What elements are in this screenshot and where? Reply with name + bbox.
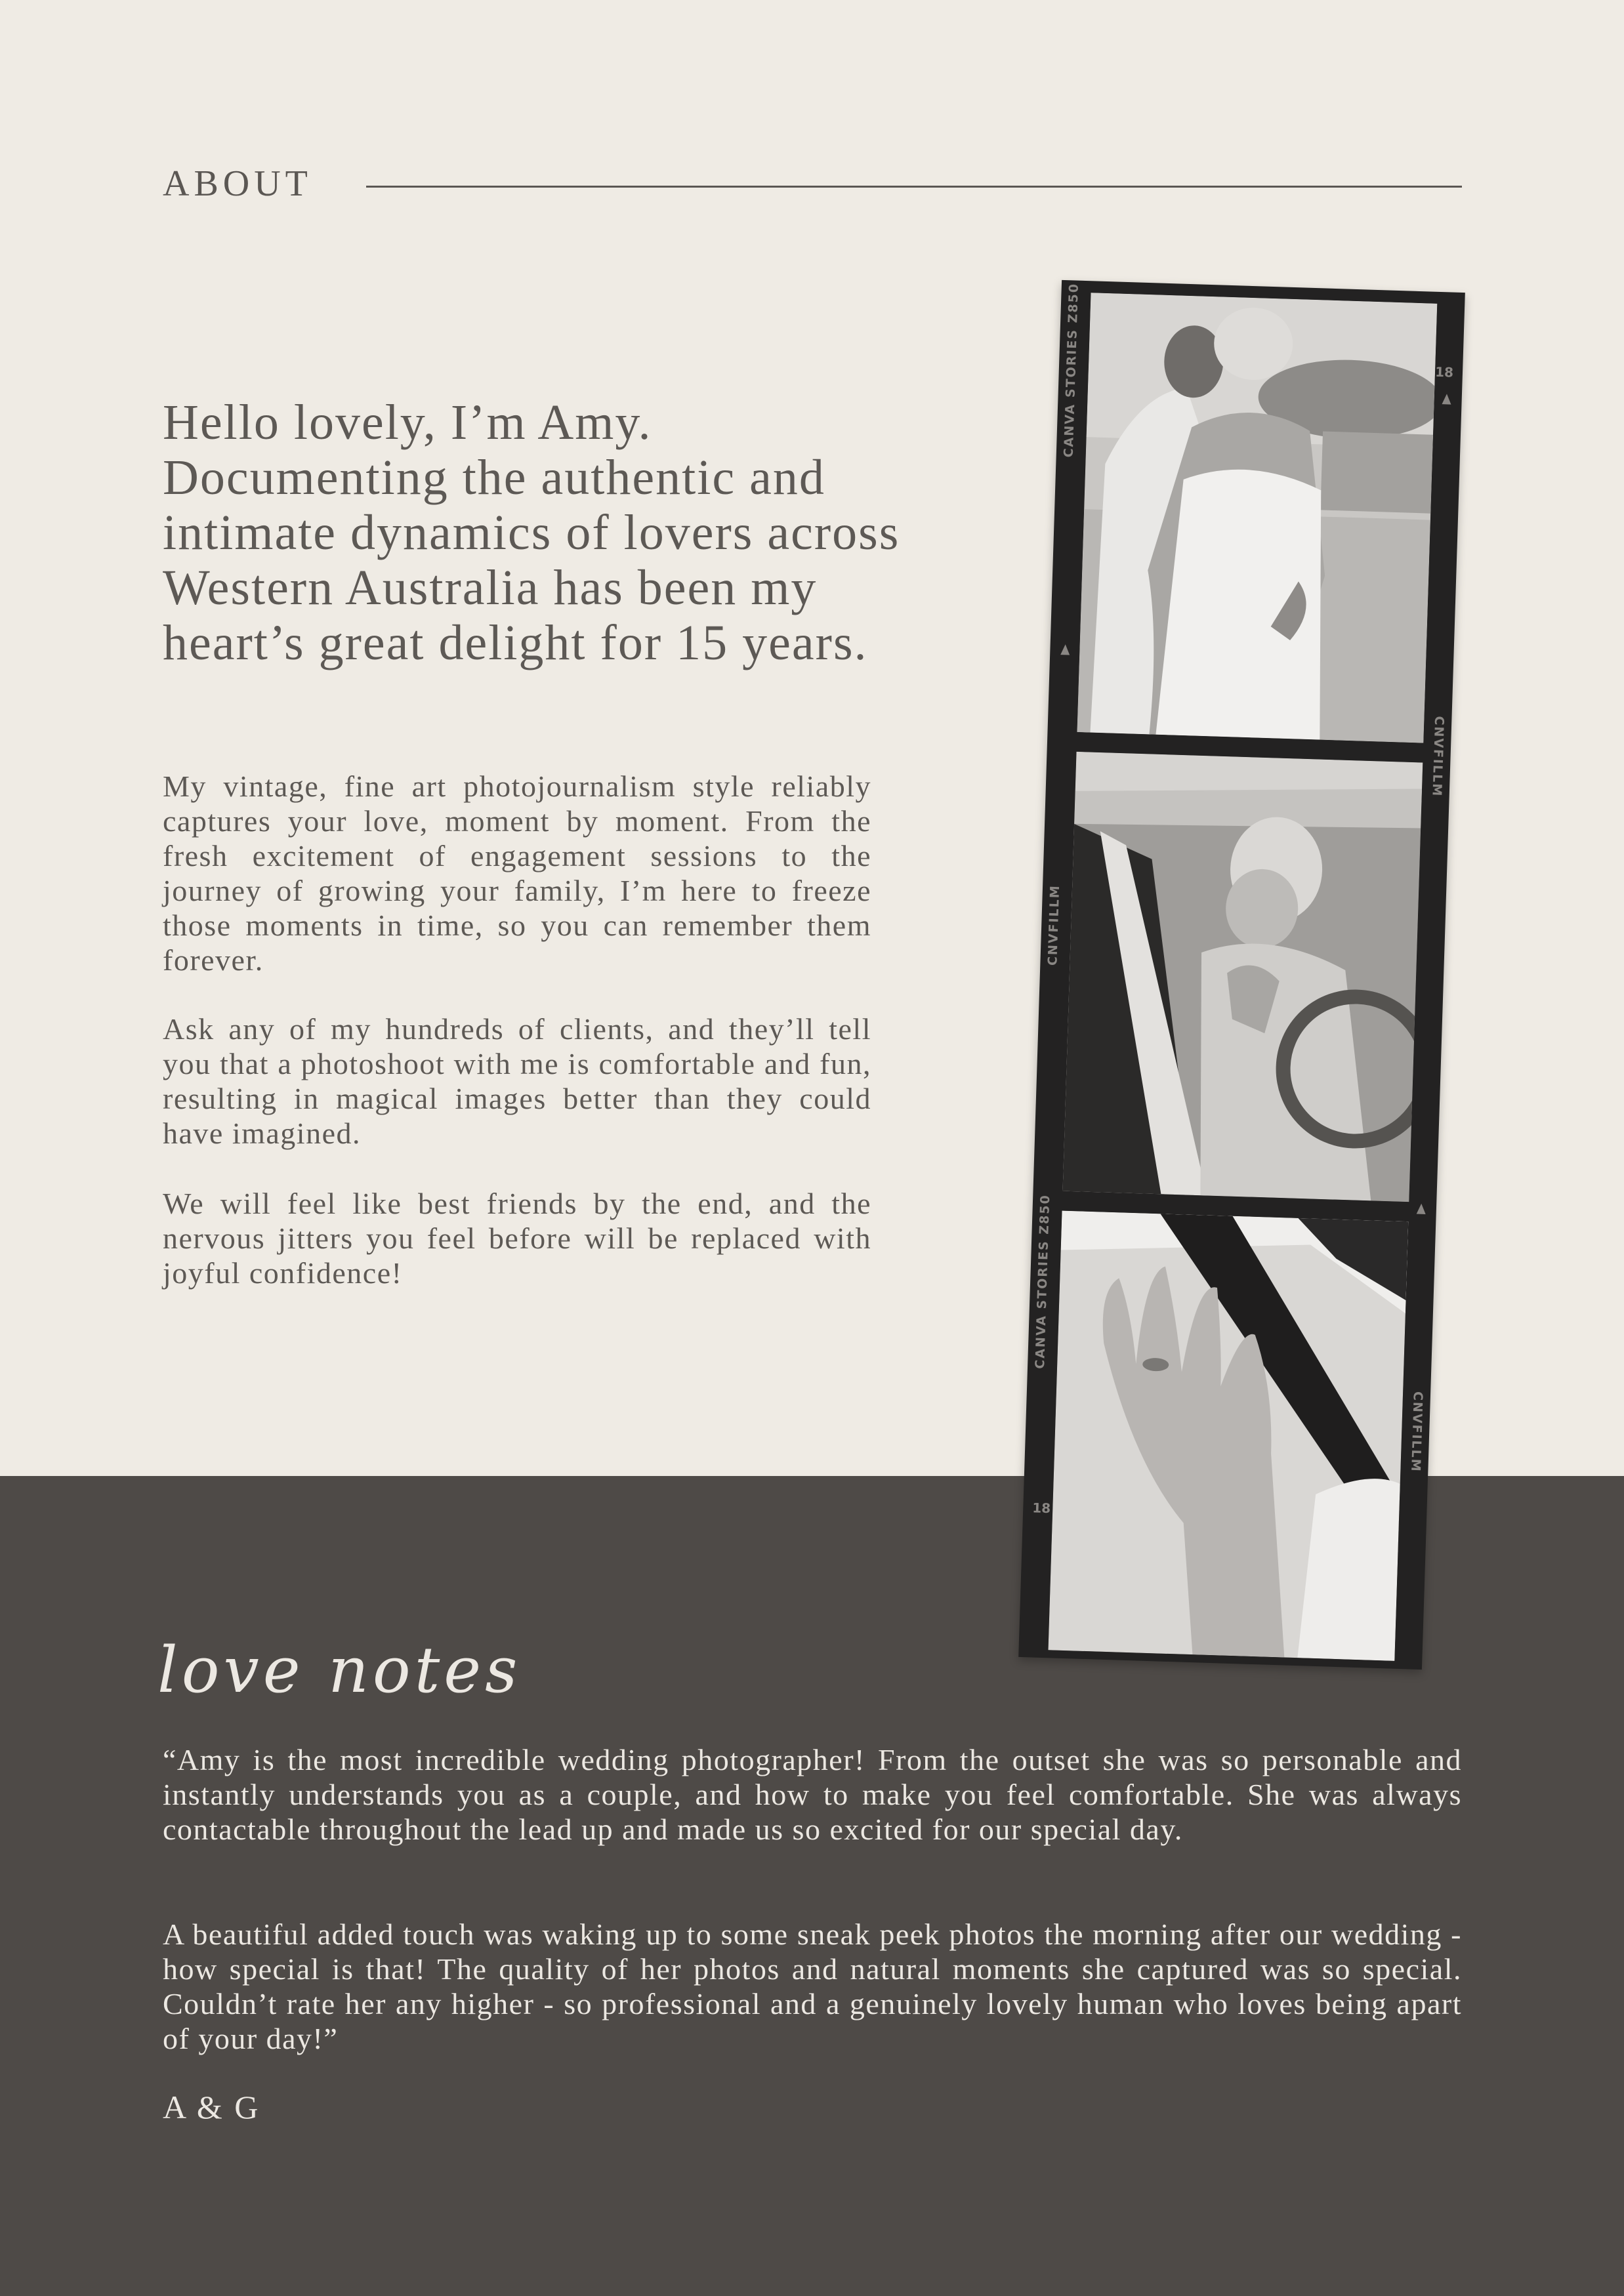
about-paragraph-1: My vintage, fine art photojournalism style reliably captures your love, moment by moment. From the fresh excitement of engagement sessions to the journey of growing your family, I’m here to freeze those moments in time, so you can remember them forever.: [163, 769, 871, 977]
about-label: ABOUT: [163, 163, 312, 204]
about-divider: [366, 186, 1462, 188]
film-edge-label: CANVA STORIES Z850: [1032, 1193, 1053, 1369]
testimonial-paragraph-2: A beautiful added touch was waking up to some sneak peek photos the morning after our wedding - how special is that! The quality of her photos and natural moments she captured was so special. Couldn’t rate her any higher - so professional and a genuinely lovely human who loves being apart of your day!”: [163, 1917, 1462, 2055]
film-edge-label: CNVFILLM: [1408, 1391, 1426, 1473]
film-arrow-icon: [1417, 1204, 1426, 1214]
photo-bride-in-car: [1063, 752, 1423, 1202]
testimonial-paragraph-1: “Amy is the most incredible wedding photographer! From the outset she was so personable and instantly understands you as a couple, and how to make you feel comfortable. She was always contactable throughout the lead up and made us so excited for our special day.: [163, 1743, 1462, 1846]
photo-hand-ring: [1049, 1211, 1409, 1661]
intro-heading: Hello lovely, I’m Amy. Documenting the authentic and intimate dynamics of lovers across Western Australia has been my heart’s great delight for 15 years.: [163, 395, 900, 670]
film-arrow-icon: [1442, 394, 1451, 404]
love-notes-title: love notes: [157, 1633, 522, 1707]
film-frame-number: 18: [1434, 363, 1454, 380]
film-edge-label: CNVFILLM: [1429, 716, 1447, 798]
photo-couple-embrace: [1077, 293, 1438, 743]
about-paragraph-3: We will feel like best friends by the end, and the nervous jitters you feel before will be replaced with joyful confidence!: [163, 1187, 871, 1290]
film-edge-label: CNVFILLM: [1045, 884, 1063, 966]
film-frame-number: 18: [1031, 1500, 1051, 1517]
testimonial-signature: A & G: [163, 2089, 260, 2125]
film-strip: [1018, 280, 1465, 1670]
film-arrow-icon: [1060, 644, 1070, 655]
about-paragraph-2: Ask any of my hundreds of clients, and they’ll tell you that a photoshoot with me is comfortable and fun, resulting in magical images better than they could have imagined.: [163, 1012, 871, 1150]
film-edge-label: CANVA STORIES Z850: [1061, 282, 1082, 458]
